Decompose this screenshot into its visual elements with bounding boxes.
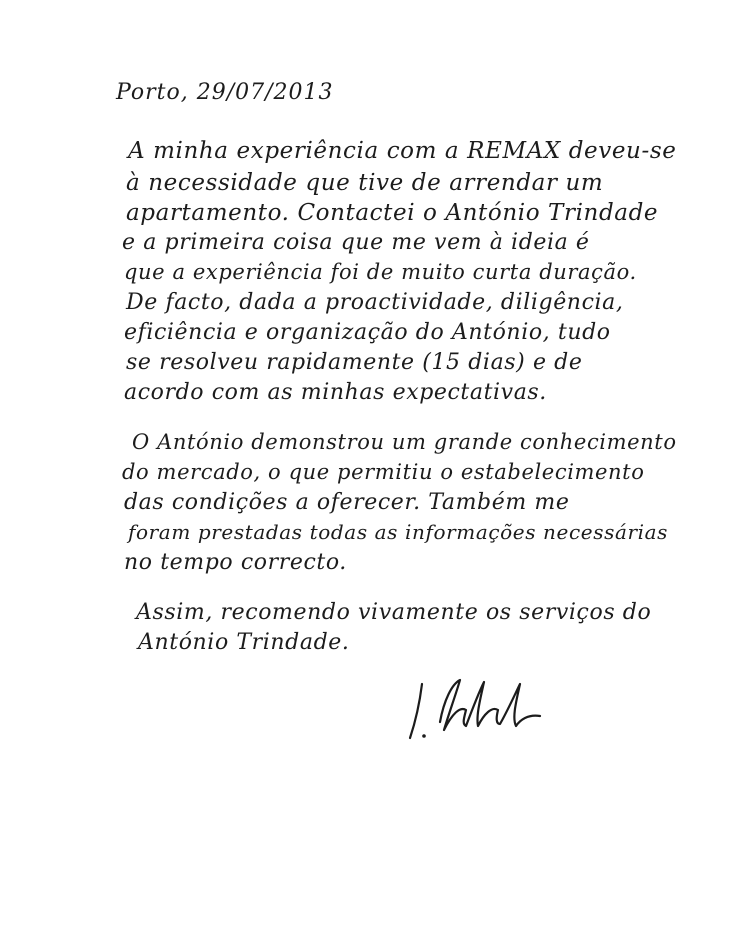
signature-drawing (400, 670, 560, 750)
paragraph-2-line-2: do mercado, o que permitiu o estabelecimento (122, 460, 645, 484)
paragraph-3-line-1: Assim, recomendo vivamente os serviços do (136, 600, 652, 625)
paragraph-3-line-2: António Trindade. (138, 630, 350, 655)
signature (400, 670, 560, 750)
paragraph-1-line-7: eficiência e organização do António, tudo (124, 320, 611, 345)
paragraph-1-line-6: De facto, dada a proactividade, diligência, (126, 290, 624, 315)
paragraph-1-line-8: se resolveu rapidamente (15 dias) e de (126, 350, 583, 375)
paragraph-1-line-5: que a experiência foi de muito curta duração. (124, 260, 637, 284)
paragraph-1-line-9: acordo com as minhas expectativas. (124, 380, 547, 405)
paragraph-1-line-2: à necessidade que tive de arrendar um (126, 170, 604, 196)
paragraph-1-line-3: apartamento. Contactei o António Trindade (126, 200, 659, 226)
letter-date: Porto, 29/07/2013 (116, 80, 334, 105)
paragraph-2-line-3: das condições a oferecer. Também me (124, 490, 570, 515)
paragraph-1-line-4: e a primeira coisa que me vem à ideia é (122, 230, 590, 255)
paragraph-1-line-1: A minha experiência com a REMAX deveu-se (128, 138, 677, 164)
paragraph-2-line-4: foram prestadas todas as informações necessárias (128, 520, 669, 544)
paragraph-2-line-1: O António demonstrou um grande conhecimento (132, 430, 677, 454)
paragraph-2-line-5: no tempo correcto. (124, 550, 347, 575)
